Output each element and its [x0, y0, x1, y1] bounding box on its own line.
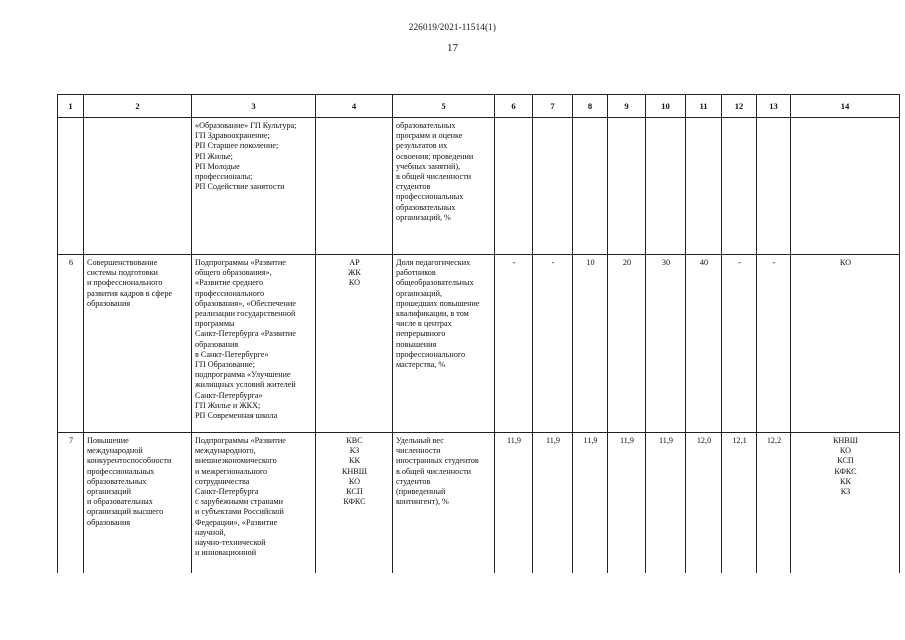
value-cell — [757, 118, 791, 255]
value-cell: - — [722, 255, 757, 433]
value-cell: 12,0 — [686, 433, 722, 574]
value-cell: - — [533, 255, 573, 433]
goal-cell — [84, 118, 192, 255]
executors-cell — [316, 118, 393, 255]
column-header: 1 — [58, 95, 84, 118]
value-cell: 12,1 — [722, 433, 757, 574]
header-row — [58, 95, 900, 118]
programs-cell: Подпрограммы «Развитие международного, внешнеэкономического и межрегионального сотрудничества Санкт-Петербурга с зарубежными странами и субъектами Российской Федерации», «Развитие научной, научно-технической и инновационной — [192, 433, 316, 574]
column-header: 2 — [84, 95, 192, 118]
column-header: 13 — [757, 95, 791, 118]
value-cell: 11,9 — [646, 433, 686, 574]
value-cell: - — [495, 255, 533, 433]
column-header: 6 — [495, 95, 533, 118]
column-header: 3 — [192, 95, 316, 118]
value-cell — [646, 118, 686, 255]
goal-cell: Совершенствование системы подготовки и профессионального развития кадров в сфере образования — [84, 255, 192, 433]
value-cell: 11,9 — [533, 433, 573, 574]
indicator-cell: Удельный вес численности иностранных студентов в общей численности студентов (приведенный контингент), % — [393, 433, 495, 574]
column-header: 4 — [316, 95, 393, 118]
value-cell: 12,2 — [757, 433, 791, 574]
row-number-cell: 6 — [58, 255, 84, 433]
indicator-cell: Доля педагогических работников общеобразовательных организаций, прошедших повышение квалификации, в том числе в центрах непрерывного повышения профессионального мастерства, % — [393, 255, 495, 433]
value-cell: 20 — [608, 255, 646, 433]
value-cell: - — [757, 255, 791, 433]
row-number-cell: 7 — [58, 433, 84, 574]
indicator-cell: образовательных программ и оценке результатов их освоения; проведении учебных занятий), в общей численности студентов профессиональных образовательных организаций, % — [393, 118, 495, 255]
value-cell — [722, 118, 757, 255]
column-header: 11 — [686, 95, 722, 118]
column-header: 7 — [533, 95, 573, 118]
row-number-cell — [58, 118, 84, 255]
value-cell: 40 — [686, 255, 722, 433]
value-cell: 11,9 — [608, 433, 646, 574]
column-header: 12 — [722, 95, 757, 118]
value-cell — [495, 118, 533, 255]
column-header: 14 — [791, 95, 900, 118]
programs-cell: «Образование» ГП Культура; ГП Здравоохранение; РП Старшее поколение; РП Жилье; РП Молодые профессионалы; РП Содействие занятости — [192, 118, 316, 255]
table-row — [58, 118, 900, 255]
value-cell — [608, 118, 646, 255]
page-number: 17 — [447, 42, 458, 54]
value-cell: 10 — [573, 255, 608, 433]
responsible-cell — [791, 118, 900, 255]
value-cell: 11,9 — [495, 433, 533, 574]
column-header: 9 — [608, 95, 646, 118]
executors-cell: АР ЖК КО — [316, 255, 393, 433]
column-header: 10 — [646, 95, 686, 118]
responsible-cell: КО — [791, 255, 900, 433]
table-row — [58, 433, 900, 574]
column-header: 5 — [393, 95, 495, 118]
table-row — [58, 255, 900, 433]
value-cell: 11,9 — [573, 433, 608, 574]
value-cell — [533, 118, 573, 255]
value-cell: 30 — [646, 255, 686, 433]
value-cell — [686, 118, 722, 255]
responsible-cell: КНВШ КО КСП КФКС КК КЗ — [791, 433, 900, 574]
value-cell — [573, 118, 608, 255]
executors-cell: КВС КЗ КК КНВШ КО КСП КФКС — [316, 433, 393, 574]
goal-cell: Повышение международной конкурентоспособности профессиональных образовательных организаций и образовательных организаций высшего образования — [84, 433, 192, 574]
column-header: 8 — [573, 95, 608, 118]
programs-cell: Подпрограммы «Развитие общего образования», «Развитие среднего профессионального образования», «Обеспечение реализации государственной программы Санкт-Петербурга «Развитие образования в Санкт-Петербурге» ГП Образование; подпрограмма «Улучшение жилищных условий жителей Санкт-Петербурга» ГП Жилье и ЖКХ; РП Современная школа — [192, 255, 316, 433]
document-id: 226019/2021-11514(1) — [408, 22, 497, 32]
document-table — [57, 94, 900, 573]
